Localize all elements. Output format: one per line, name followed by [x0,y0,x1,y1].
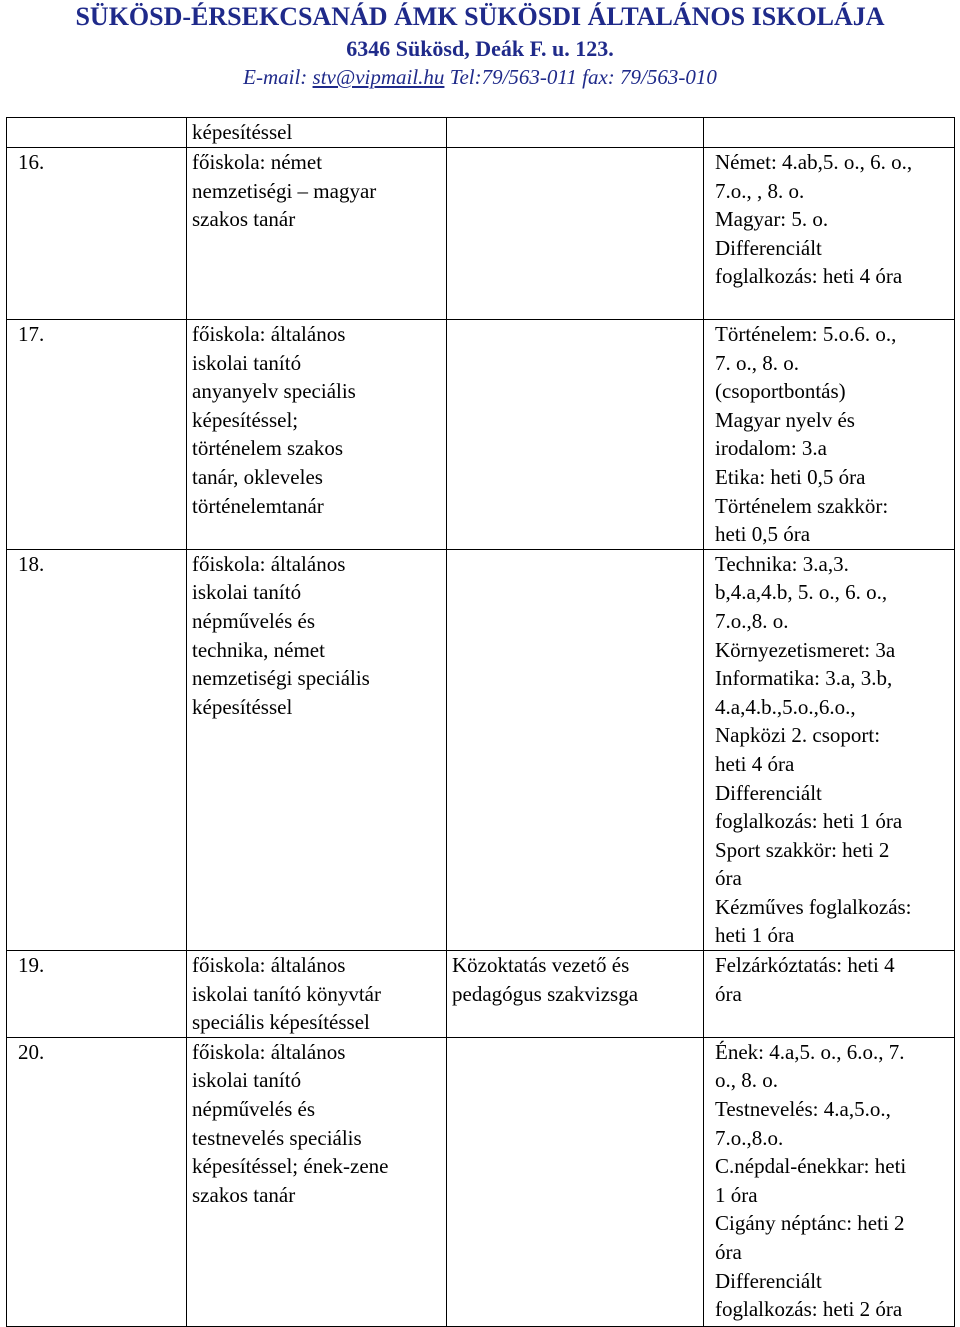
subject-line: Informatika: 3.a, 3.b, [715,666,893,691]
qualification-cell [187,951,447,1038]
subject-line: Sport szakkör: heti 2 [715,837,890,862]
subject-line: irodalom: 3.a [715,436,827,461]
qualification-line: történelemtanár [192,493,324,518]
subject-line: Napközi 2. csoport: [715,723,881,748]
table-row [7,549,955,950]
extra-qualification-line: Közoktatás vezető és [452,953,630,978]
subject-line: heti 0,5 óra [715,522,811,547]
subject-cell [704,118,955,148]
row-number: 20. [18,1039,45,1064]
qualification-cell [187,1037,447,1326]
row-number-cell [7,951,187,1038]
email-label: E-mail: [243,65,308,89]
qualification-line: képesítéssel; [192,407,299,432]
subject-line: Történelem: 5.o.6. o., [715,322,897,346]
subject-cell [704,320,955,550]
phone-number: Tel:79/563-011 [449,65,577,89]
subject-cell [704,1037,955,1326]
row-number-cell [7,549,187,950]
subject-line: Etika: heti 0,5 óra [715,464,866,489]
subject-line: 7.o., , 8. o. [715,178,805,203]
subject-line: óra [715,1240,742,1264]
subject-line: heti 1 óra [715,923,795,948]
staff-table-body [7,118,955,1327]
subject-line: C.népdal-énekkar: heti [715,1154,907,1179]
qualification-line: iskolai tanító [192,580,302,605]
subject-line: Kézműves foglalkozás: [715,894,912,919]
subject-line: Német: 4.ab,5. o., 6. o., [715,150,913,174]
extra-qualification-line: pedagógus szakvizsga [452,981,639,1006]
qualification-cell [187,118,447,148]
extra-qualification-cell [447,1037,704,1326]
subject-line: foglalkozás: heti 4 óra [715,264,903,289]
qualification-cell [187,320,447,550]
fax-number: fax: 79/563-010 [582,65,717,89]
row-number: 16. [18,150,45,174]
qualification-line: iskolai tanító [192,350,302,375]
subject-line: 4.a,4.b.,5.o.,6.o., [715,694,856,719]
row-number-cell [7,1037,187,1326]
qualification-line: népművelés és [192,608,316,633]
staff-table [6,117,955,1327]
subject-line: Cigány néptánc: heti 2 [715,1211,905,1236]
qualification-line: nemzetiségi speciális [192,666,370,691]
subject-line: heti 4 óra [715,751,795,776]
subject-line: Differenciált [715,235,822,260]
extra-cell [447,118,704,148]
qualification-line: képesítéssel [192,694,293,719]
table-row [7,1037,955,1326]
subject-line: Testnevelés: 4.a,5.o., [715,1097,891,1122]
contact-line [0,65,960,90]
qualification-line: főiskola: német [192,150,323,174]
subject-line: Differenciált [715,780,822,805]
subject-cell [704,549,955,950]
qualification-line: főiskola: általános [192,322,346,346]
qualification-line: képesítéssel [192,120,293,144]
qualification-line: szakos tanár [192,207,296,232]
qualification-line: főiskola: általános [192,1039,346,1064]
qualification-line: történelem szakos [192,436,344,461]
row-number: 18. [18,551,45,576]
subject-line: Magyar: 5. o. [715,207,829,232]
qualification-line: technika, német [192,637,325,662]
table-row-continuation [7,118,955,148]
subject-line: b,4.a,4.b, 5. o., 6. o., [715,580,888,605]
subject-cell [704,148,955,320]
subject-line: Környezetismeret: 3a [715,637,896,662]
qualification-line: nemzetiségi – magyar [192,178,377,203]
subject-line: foglalkozás: heti 2 óra [715,1297,903,1322]
qualification-line: speciális képesítéssel [192,1010,370,1035]
extra-qualification-cell [447,951,704,1038]
qualification-cell [187,148,447,320]
qualification-line: tanár, okleveles [192,464,323,489]
qualification-line: szakos tanár [192,1182,296,1207]
subject-line: 7. o., 8. o. [715,350,799,375]
subject-line: o., 8. o. [715,1068,778,1093]
table-row [7,951,955,1038]
qualification-line: népművelés és [192,1097,316,1122]
row-number-cell [7,148,187,320]
extra-qualification-cell [447,148,704,320]
subject-line: Differenciált [715,1268,822,1293]
extra-qualification-cell [447,549,704,950]
subject-line: Magyar nyelv és [715,407,855,432]
email-link[interactable]: stv@vipmail.hu [312,65,445,89]
qualification-line: anyanyelv speciális [192,379,356,404]
row-number-cell [7,320,187,550]
subject-cell [704,951,955,1038]
subject-line: óra [715,981,742,1006]
subject-line: Ének: 4.a,5. o., 6.o., 7. [715,1039,905,1064]
subject-line: 1 óra [715,1182,758,1207]
subject-line: foglalkozás: heti 1 óra [715,809,903,834]
extra-qualification-cell [447,320,704,550]
subject-line: (csoportbontás) [715,379,846,404]
qualification-line: iskolai tanító könyvtár [192,981,381,1006]
subject-line: Technika: 3.a,3. [715,551,849,576]
qualification-line: főiskola: általános [192,551,346,576]
qualification-cell [187,549,447,950]
school-name: SÜKÖSD-ÉRSEKCSANÁD ÁMK SÜKÖSDI ÁLTALÁNOS ISKOLÁJA [75,2,885,31]
num-cell [7,118,187,148]
school-address: 6346 Sükösd, Deák F. u. 123. [346,36,614,61]
subject-line: óra [715,866,742,891]
row-number: 17. [18,322,45,346]
qualification-line: képesítéssel; ének-zene [192,1154,389,1179]
subject-line: Történelem szakkör: [715,493,889,518]
subject-line: Felzárkóztatás: heti 4 [715,953,895,978]
subject-line: 7.o.,8.o. [715,1125,784,1150]
table-row [7,148,955,320]
row-number: 19. [18,953,45,978]
qualification-line: testnevelés speciális [192,1125,362,1150]
subject-line: 7.o.,8. o. [715,608,789,633]
qualification-line: iskolai tanító [192,1068,302,1093]
table-row [7,320,955,550]
qualification-line: főiskola: általános [192,953,346,978]
